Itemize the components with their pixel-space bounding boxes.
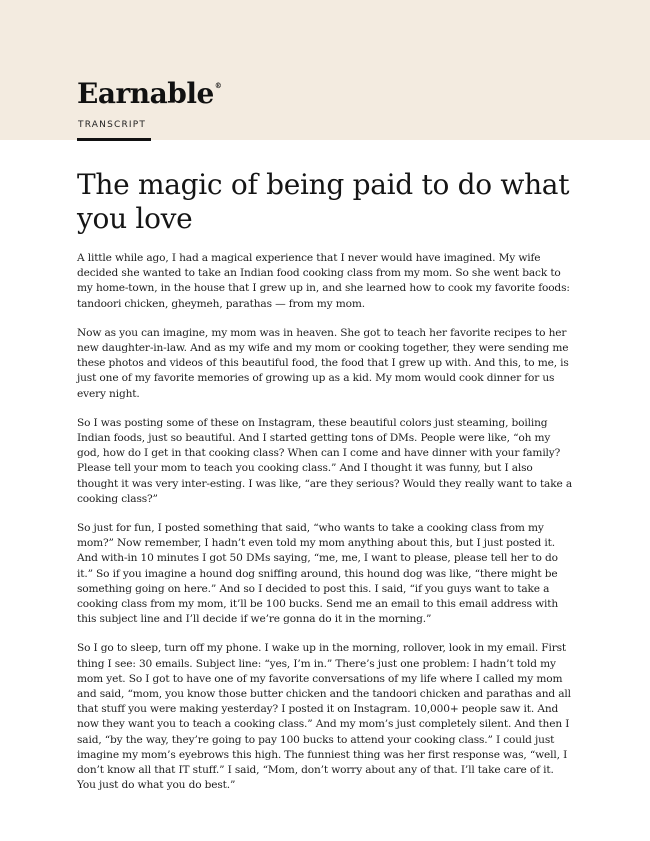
- registered-mark: ®: [214, 81, 222, 90]
- paragraph: So I was posting some of these on Instagram, these beautiful colors just steaming, boiling Indian foods, just so beautiful. And I started getting tons of DMs. People were like, “oh my god, how do I get in that cooking class? When can I come and have dinner with your family? Please tell your mom to teach you cooking class.” And I thought it was funny, but I also thought it was very inter-esting. I was like, “are they serious? Would they really want to take a cooking class?”: [77, 416, 572, 505]
- page-title: The magic of being paid to do what you love: [77, 168, 570, 235]
- header-band: [0, 0, 650, 140]
- paragraph: A little while ago, I had a magical experience that I never would have imagined. My wife decided she wanted to take an Indian food cooking class from my mom. So she went back to my home-town, in the house that I grew up in, and she learned how to cook my favorite foods: tandoori chicken, gheymeh, parathas — from my mom.: [77, 252, 570, 310]
- paragraph: So I go to sleep, turn off my phone. I wake up in the morning, rollover, look in my email. First thing I see: 30 emails. Subject line: “yes, I’m in.” There’s just one problem: I hadn’t told my mom yet. So I got to have one of my favorite conversations of my life where I called my mom and said, “mom, you know those butter chicken and the tandoori chicken and parathas and all that stuff you were making yesterday? I posted it on Instagram. 10,000+ people saw it. And now they want you to teach a cooking class.” And my mom’s just completely silent. And then I said, “by the way, they’re going to pay 100 bucks to attend your cooking class.” I could just imagine my mom’s eyebrows this high. The funniest thing was her first response was, “well, I don’t know all that IT stuff.” I said, “Mom, don’t worry about any of that. I’ll take care of it. You just do what you do best.”: [77, 642, 571, 792]
- document-type-label: TRANSCRIPT: [78, 120, 147, 130]
- brand-logo: [77, 77, 222, 110]
- header-divider: [77, 138, 151, 141]
- transcript-body: [77, 251, 575, 808]
- paragraph: So just for fun, I posted something that said, “who wants to take a cooking class from my mom?” Now remember, I hadn’t even told my mom anything about this, but I just posted it. And with-in 10 minutes I got 50 DMs saying, “me, me, I want to please, please tell her to do it.” So if you imagine a hound dog sniffing around, this hound dog was like, “there might be something going on here.” And so I decided to post this. I said, “if you guys want to take a cooking class from my mom, it’ll be 100 bucks. Send me an email to this email address with this subject line and I’ll decide if we’re gonna do it in the morning.”: [77, 522, 559, 626]
- paragraph: Now as you can imagine, my mom was in heaven. She got to teach her favorite recipes to her new daughter-in-law. And as my wife and my mom or cooking together, they were sending me these photos and videos of this beautiful food, the food that I grew up with. And this, to me, is just one of my favorite memories of growing up as a kid. My mom would cook dinner for us every night.: [77, 326, 569, 400]
- brand-name: Earnable: [77, 77, 214, 110]
